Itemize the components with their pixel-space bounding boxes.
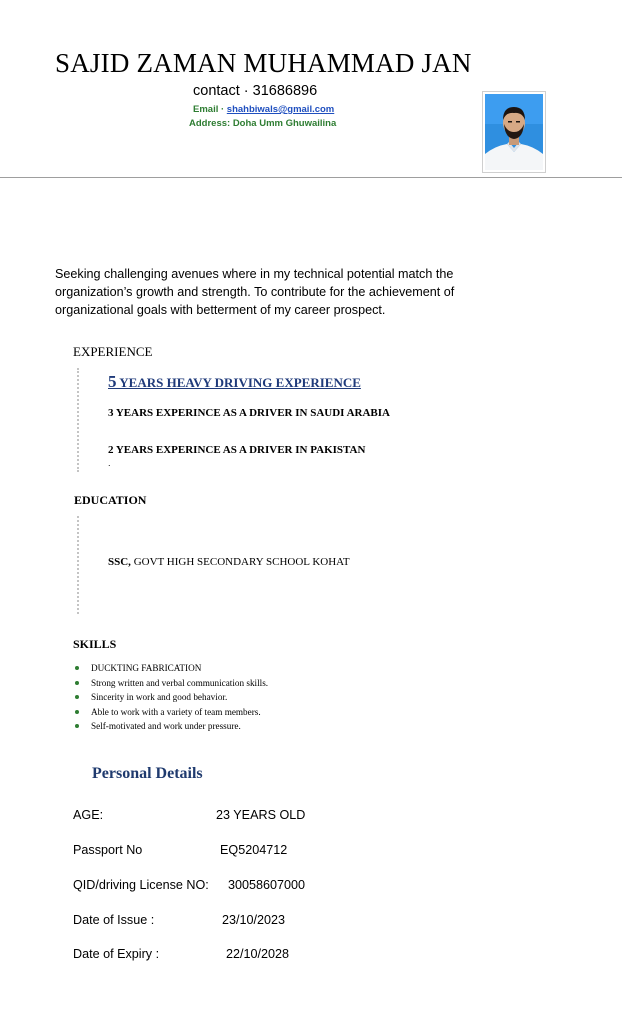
- personal-value-expiry-date: 22/10/2028: [226, 947, 290, 961]
- bullet-icon: [75, 695, 79, 699]
- candidate-name: SAJID ZAMAN MUHAMMAD JAN: [55, 48, 472, 78]
- skill-item: Sincerity in work and good behavior.: [74, 690, 268, 705]
- email-label: Email ·: [193, 104, 227, 115]
- education-entry: [108, 556, 350, 568]
- experience-line-saudi: 3 YEARS EXPERINCE AS A DRIVER IN SAUDI ARABIA: [108, 407, 390, 419]
- email-link[interactable]: shahbiwals@gmail.com: [226, 104, 335, 115]
- personal-value-qid: 30058607000: [228, 878, 306, 892]
- experience-trailing-dot: .: [108, 458, 111, 468]
- experience-dotted-rule: [77, 368, 79, 472]
- personal-label-expiry-date: Date of Expiry :: [73, 947, 160, 961]
- bullet-icon: [75, 710, 79, 714]
- email-line: [193, 104, 334, 115]
- personal-label-issue-date: Date of Issue :: [73, 913, 155, 927]
- education-school: GOVT HIGH SECONDARY SCHOOL KOHAT: [130, 556, 350, 568]
- experience-heading: EXPERIENCE: [73, 344, 153, 359]
- personal-value-passport: EQ5204712: [220, 843, 288, 857]
- bullet-icon: [75, 724, 79, 728]
- personal-value-issue-date: 23/10/2023: [222, 913, 286, 927]
- skill-item: Able to work with a variety of team members.: [74, 705, 268, 720]
- skill-item: DUCKTING FABRICATION: [74, 661, 268, 676]
- profile-photo: [482, 91, 546, 173]
- experience-main-text: YEARS HEAVY DRIVING EXPERIENCE: [116, 375, 361, 390]
- experience-line-pakistan: 2 YEARS EXPERINCE AS A DRIVER IN PAKISTAN: [108, 444, 366, 456]
- personal-details-heading: Personal Details: [92, 765, 203, 782]
- objective-text: Seeking challenging avenues where in my technical potential match the organization’s growth and strength. To contribute for the achievement of organizational goals with betterment of my career prospect.: [55, 267, 455, 317]
- bullet-icon: [75, 666, 79, 670]
- education-dotted-rule: [77, 516, 79, 614]
- personal-label-qid: QID/driving License NO:: [73, 878, 209, 892]
- experience-main-title: [108, 372, 361, 392]
- skill-item: Self-motivated and work under pressure.: [74, 719, 268, 734]
- skill-item: Strong written and verbal communication skills.: [74, 676, 268, 691]
- personal-value-age: 23 YEARS OLD: [216, 808, 306, 822]
- personal-label-age: AGE:: [73, 808, 104, 822]
- personal-label-passport: Passport No: [73, 843, 143, 857]
- education-degree: SSC,: [108, 556, 131, 568]
- profile-photo-image: [483, 92, 545, 172]
- address-line: Address: Doha Umm Ghuwailina: [189, 118, 337, 129]
- experience-years-number: 5: [108, 372, 117, 391]
- skills-list: [74, 661, 268, 734]
- skills-heading: SKILLS: [73, 637, 117, 651]
- bullet-icon: [75, 681, 79, 685]
- contact-phone: contact · 31686896: [193, 83, 318, 99]
- header-divider: [0, 177, 622, 178]
- education-heading: EDUCATION: [74, 493, 147, 507]
